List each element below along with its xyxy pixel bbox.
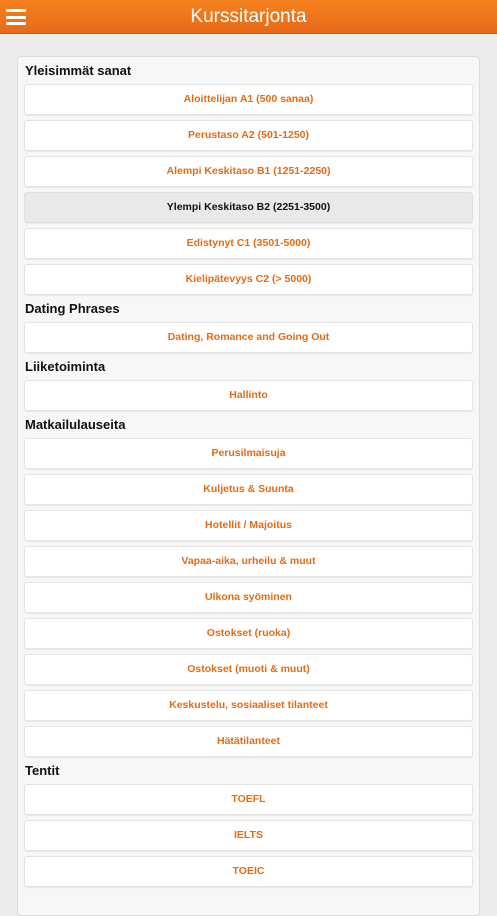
course-item-button[interactable]: Aloittelijan A1 (500 sanaa): [24, 84, 473, 115]
course-item-button[interactable]: Perusilmaisuja: [24, 438, 473, 469]
course-item-button[interactable]: TOEFL: [24, 784, 473, 815]
section-heading: Yleisimmät sanat: [25, 63, 132, 78]
course-item-button[interactable]: IELTS: [24, 820, 473, 851]
top-app-bar: [0, 0, 497, 34]
course-item-button[interactable]: Ylempi Keskitaso B2 (2251-3500): [24, 192, 473, 223]
course-section: [24, 358, 473, 411]
course-item-button[interactable]: Kuljetus & Suunta: [24, 474, 473, 505]
section-heading: Dating Phrases: [25, 301, 120, 316]
course-section: [24, 762, 473, 887]
course-item-button[interactable]: Ostokset (ruoka): [24, 618, 473, 649]
course-list: [17, 56, 480, 916]
course-item-button[interactable]: Hallinto: [24, 380, 473, 411]
course-item-button[interactable]: Kielipätevyys C2 (> 5000): [24, 264, 473, 295]
section-heading: Tentit: [25, 763, 60, 778]
course-section: [24, 416, 473, 757]
course-item-button[interactable]: Perustaso A2 (501-1250): [24, 120, 473, 151]
course-item-button[interactable]: Dating, Romance and Going Out: [24, 322, 473, 353]
page-title: Kurssitarjonta: [190, 6, 307, 27]
course-item-button[interactable]: Edistynyt C1 (3501-5000): [24, 228, 473, 259]
course-item-button[interactable]: Ostokset (muoti & muut): [24, 654, 473, 685]
course-item-button[interactable]: Vapaa-aika, urheilu & muut: [24, 546, 473, 577]
course-section: [24, 300, 473, 353]
course-item-button[interactable]: Alempi Keskitaso B1 (1251-2250): [24, 156, 473, 187]
course-item-button[interactable]: Ulkona syöminen: [24, 582, 473, 613]
course-item-button[interactable]: TOEIC: [24, 856, 473, 887]
section-heading: Liiketoiminta: [25, 359, 106, 374]
section-heading: Matkailulauseita: [25, 417, 126, 432]
course-section: [24, 62, 473, 295]
course-item-button[interactable]: Keskustelu, sosiaaliset tilanteet: [24, 690, 473, 721]
course-item-button[interactable]: Hätätilanteet: [24, 726, 473, 757]
course-item-button[interactable]: Hotellit / Majoitus: [24, 510, 473, 541]
